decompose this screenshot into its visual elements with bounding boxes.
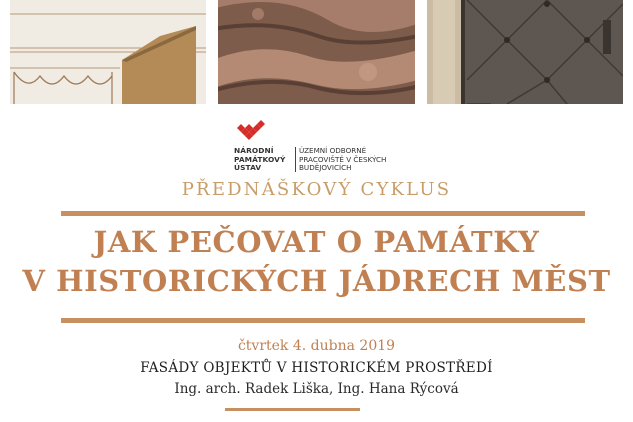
header-photo-roof-tiles [218, 0, 415, 104]
logo-name-line: NÁRODNÍ [234, 146, 274, 155]
logo-office [299, 147, 409, 173]
logo-name-line: ÚSTAV [234, 163, 262, 173]
event-date: čtvrtek 4. dubna 2019 [237, 338, 396, 354]
npu-logo [234, 119, 394, 171]
footer-divider [225, 408, 360, 411]
logo-name [234, 147, 292, 173]
header-photo-iron-door [427, 0, 623, 104]
logo-office-line: PRACOVIŠTĚ V ČESKÝCH [299, 154, 387, 164]
page-title-line-2: V HISTORICKÝCH JÁDRECH MĚST [22, 264, 611, 298]
logo-name-line: PAMÁTKOVÝ [234, 154, 286, 164]
event-speakers: Ing. arch. Radek Liška, Ing. Hana Rýcová [174, 381, 459, 397]
top-divider [61, 211, 585, 216]
event-topic: FASÁDY OBJEKTŮ V HISTORICKÉM PROSTŘEDÍ [140, 360, 493, 376]
bottom-divider [61, 318, 585, 323]
logo-office-line: ÚZEMNÍ ODBORNÉ [299, 146, 367, 155]
npu-logo-mark-icon [234, 119, 268, 143]
series-label: PŘEDNÁŠKOVÝ CYKLUS [181, 179, 452, 200]
page-title-line-1: JAK PEČOVAT O PAMÁTKY [93, 225, 540, 259]
header-photo-drawing [10, 0, 206, 104]
logo-office-line: BUDĚJOVICÍCH [299, 163, 352, 173]
logo-divider [295, 147, 296, 172]
